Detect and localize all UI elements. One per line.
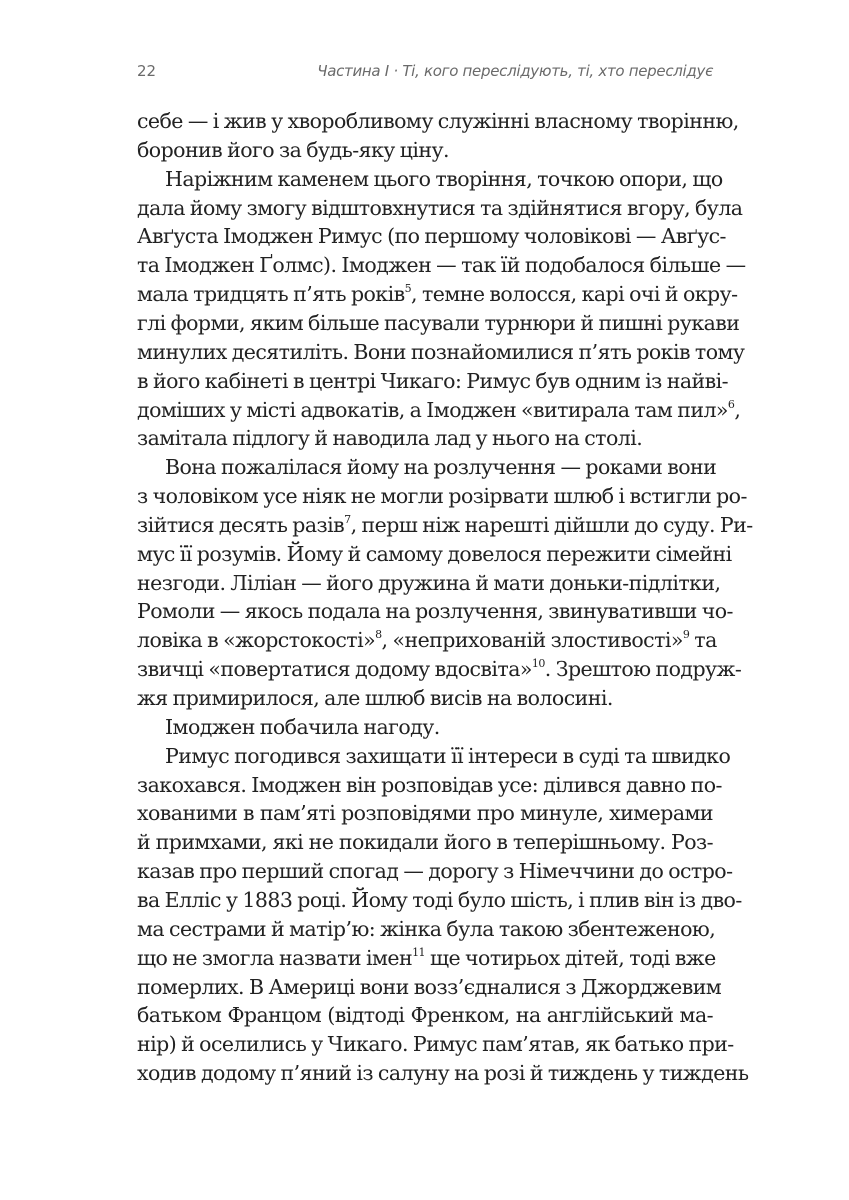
text-line bbox=[137, 1056, 749, 1090]
footnote-marker: 5 bbox=[404, 282, 412, 296]
line-text: нір) й оселились у Чикаго. Римус пам’ятав, як батько при- bbox=[137, 1032, 734, 1057]
footnote-marker: 7 bbox=[344, 512, 351, 526]
line-text: звичці «повертатися додому вдосвіта» bbox=[137, 657, 532, 682]
line-text: в його кабінеті в центрі Чикаго: Римус був одним із найві- bbox=[137, 368, 729, 393]
line-text: мус її розумів. Йому й самому довелося пережити сімейні bbox=[137, 541, 732, 566]
line-text: хованими в пам’яті розповідями про минуле, химерами bbox=[137, 801, 713, 826]
line-text: замітала підлогу й наводила лад у нього на столі. bbox=[137, 426, 643, 451]
line-text: Ромоли — якось подала на розлучення, звинувативши чо- bbox=[137, 599, 733, 624]
line-text: глі форми, яким більше пасували турнюри й пишні рукави bbox=[137, 310, 740, 335]
footnote-marker: 6 bbox=[727, 397, 735, 411]
line-text: та bbox=[689, 628, 717, 653]
line-text: з чоловіком усе ніяк не могли розірвати шлюб і встигли ро- bbox=[137, 484, 747, 509]
line-text: Наріжним каменем цього творіння, точкою опори, що bbox=[165, 166, 723, 191]
line-text: себе — і жив у хворобливому служінні власному творінню, bbox=[137, 109, 739, 133]
line-text: казав про перший спогад — дорогу з Німеччини до остро- bbox=[137, 859, 733, 884]
line-text: ловіка в «жорстокості» bbox=[137, 628, 376, 653]
line-text: ва Елліс у 1883 році. Йому тоді було шість, і плив він із дво- bbox=[137, 887, 742, 912]
footnote-marker: 11 bbox=[412, 945, 426, 959]
line-text: , bbox=[734, 397, 741, 422]
line-text: що не змогла назвати імен bbox=[137, 945, 413, 970]
line-text: зійтися десять разів bbox=[137, 512, 345, 537]
line-text: Римус погодився захищати її інтереси в суді та швидко bbox=[165, 743, 731, 768]
line-text: ще чотирьох дітей, тоді вже bbox=[425, 945, 716, 970]
line-text: Імоджен побачила нагоду. bbox=[165, 714, 440, 739]
line-text: , перш ніж нарешті дійшли до суду. Ри- bbox=[350, 512, 753, 537]
line-text: , темне волосся, карі очі й окру- bbox=[411, 282, 738, 307]
line-text: минулих десятиліть. Вони познайомилися п’ять років тому bbox=[137, 339, 745, 364]
line-text: незгоди. Ліліан — його дружина й мати доньки-підлітки, bbox=[137, 570, 721, 595]
line-text: й примхами, які не покидали його в теперішньому. Роз- bbox=[137, 830, 713, 855]
footnote-marker: 8 bbox=[375, 628, 382, 642]
line-text: дала йому змогу відштовхнутися та здійнятися вгору, була bbox=[137, 195, 743, 220]
footnote-marker: 10 bbox=[531, 657, 545, 671]
running-head bbox=[137, 60, 713, 84]
line-text: боронив його за будь-яку ціну. bbox=[137, 137, 449, 162]
line-text: , «неприхованій злостивості» bbox=[381, 628, 683, 653]
line-text: мала тридцять п’ять років bbox=[137, 282, 405, 307]
line-text: доміших у місті адвокатів, а Імоджен «витирала там пил» bbox=[137, 397, 728, 422]
page-number: 22 bbox=[137, 62, 157, 80]
footnote-marker: 9 bbox=[682, 628, 690, 642]
line-text: ма сестрами й матір’ю: жінка була такою збентеженою, bbox=[137, 916, 716, 941]
line-text: Вона пожалілася йому на розлучення — роками вони bbox=[165, 455, 717, 480]
line-text: ходив додому п’яний із салуну на розі й тиждень у тиждень bbox=[137, 1061, 749, 1086]
line-text: та Імоджен Ґолмс). Імоджен — так їй подобалося більше — bbox=[137, 253, 746, 278]
line-text: закохався. Імоджен він розповідав усе: ділився давно по- bbox=[137, 772, 722, 797]
line-text: батьком Францом (відтоді Френком, на англійський ма- bbox=[137, 1003, 713, 1028]
line-text: Авґуста Імоджен Римус (по першому чоловікові — Авґус- bbox=[137, 224, 726, 249]
running-title: Частина I · Ті, кого переслідують, ті, хто переслідує bbox=[317, 62, 713, 80]
line-text: жя примирилося, але шлюб висів на волосині. bbox=[137, 686, 613, 710]
line-text: . Зрештою подруж- bbox=[544, 657, 742, 682]
line-text: померлих. В Америці вони возз’єдналися з Джорджевим bbox=[137, 974, 722, 999]
